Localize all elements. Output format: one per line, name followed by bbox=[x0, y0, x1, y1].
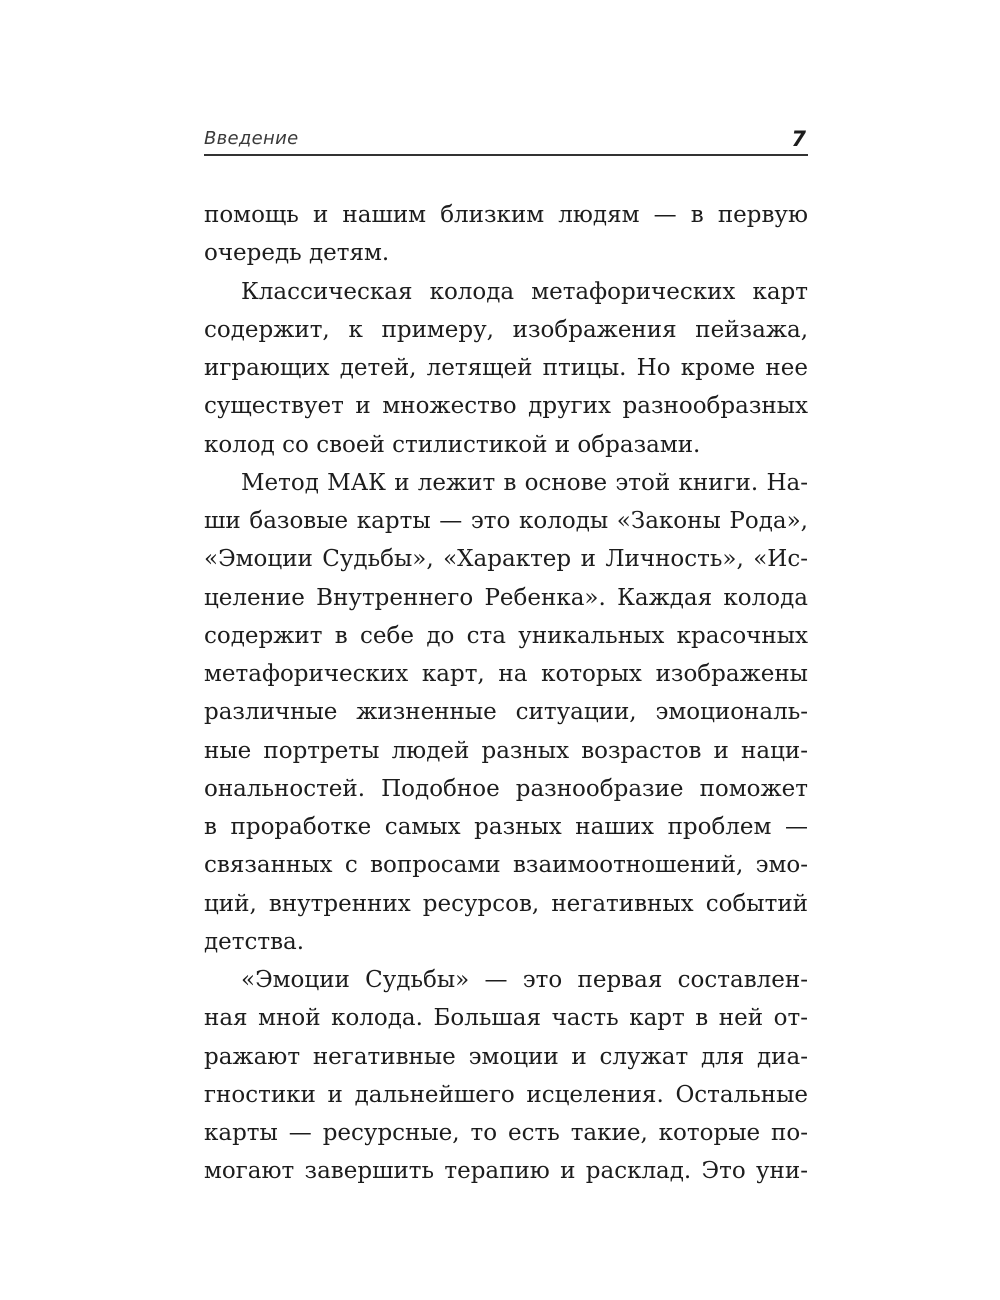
text-line: различные жизненные ситуации, эмоциональ- bbox=[204, 699, 808, 726]
text-line: целение Внутреннего Ребенка». Каждая колода bbox=[204, 584, 808, 611]
paragraph bbox=[204, 196, 808, 273]
text-line: связанных с вопросами взаимоотношений, эмо- bbox=[204, 852, 808, 879]
text-line: помощь и нашим близким людям — в первую bbox=[204, 202, 808, 228]
page-number: 7 bbox=[791, 127, 806, 151]
section-title: Введение bbox=[204, 128, 299, 149]
text-line: содержит, к примеру, изображения пейзажа, bbox=[204, 316, 808, 343]
text-line: колод со своей стилистикой и образами. bbox=[204, 431, 701, 458]
text-line: содержит в себе до ста уникальных красочных bbox=[204, 622, 808, 649]
text-line: метафорических карт, на которых изображены bbox=[204, 661, 808, 687]
text-line: ная мной колода. Большая часть карт в ней от- bbox=[204, 1005, 808, 1032]
text-line: ций, внутренних ресурсов, негативных событий bbox=[204, 890, 808, 917]
text-line: детства. bbox=[204, 928, 305, 955]
text-line: могают завершить терапию и расклад. Это уни- bbox=[204, 1158, 808, 1185]
text-line: ные портреты людей разных возрастов и наци- bbox=[204, 737, 808, 764]
text-line: Метод МАК и лежит в основе этой книги. На- bbox=[241, 469, 808, 496]
paragraph bbox=[204, 961, 808, 1191]
text-line: Классическая колода метафорических карт bbox=[241, 278, 808, 305]
text-line: ражают негативные эмоции и служат для диа- bbox=[204, 1043, 808, 1070]
running-head bbox=[204, 124, 808, 156]
text-line: ши базовые карты — это колоды «Законы Рода», bbox=[204, 508, 808, 534]
text-line: гностики и дальнейшего исцеления. Остальные bbox=[204, 1081, 808, 1108]
text-line: очередь детям. bbox=[204, 240, 390, 267]
text-line: играющих детей, летящей птицы. Но кроме нее bbox=[204, 355, 808, 381]
text-line: ональностей. Подобное разнообразие поможет bbox=[204, 775, 808, 802]
text-line: «Эмоции Судьбы» — это первая составлен- bbox=[241, 967, 808, 993]
body-text bbox=[204, 196, 808, 1191]
paragraph bbox=[204, 464, 808, 961]
text-line: «Эмоции Судьбы», «Характер и Личность», «Ис- bbox=[204, 546, 808, 573]
text-line: в проработке самых разных наших проблем — bbox=[204, 814, 808, 840]
paragraph bbox=[204, 273, 808, 464]
text-line: карты — ресурсные, то есть такие, которые по- bbox=[204, 1120, 808, 1146]
text-line: существует и множество других разнообразных bbox=[204, 393, 808, 420]
